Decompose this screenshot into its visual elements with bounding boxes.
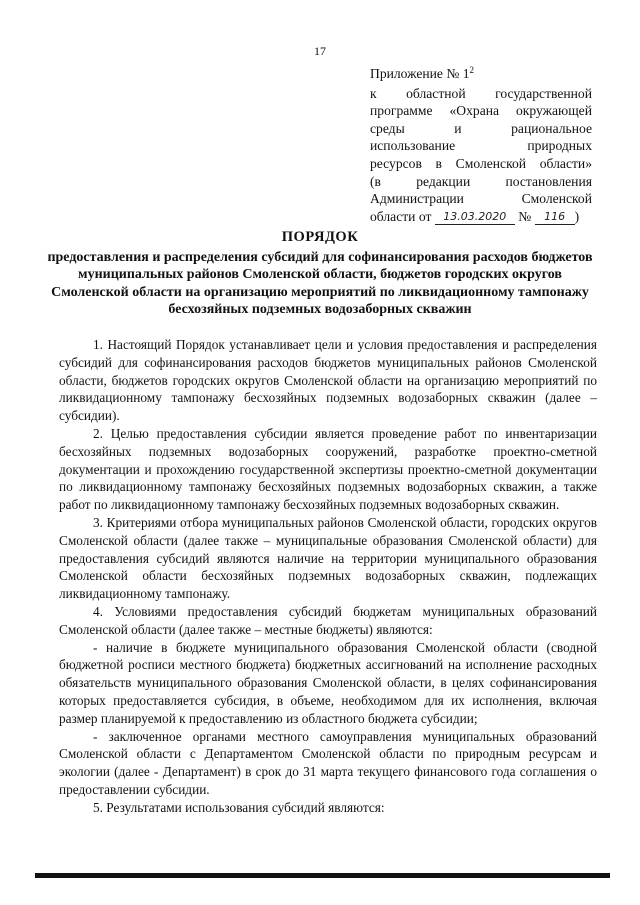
- appendix-line: использование природных: [370, 138, 592, 154]
- paragraph: 4. Условиями предоставления субсидий бюджетам муниципальных образований Смоленской области (далее также – местные бюджеты) являются:: [59, 603, 597, 637]
- appendix-line: к областной государственной: [370, 85, 592, 101]
- appendix-title-text: Приложение № 1: [370, 66, 470, 81]
- decree-line: [370, 208, 592, 226]
- document-header: [40, 229, 600, 319]
- paragraph: 2. Целью предоставления субсидии является проведение работ по инвентаризации бесхозяйных подземных водозаборных сооружений, разработке проектно-сметной документации и прохождению государственной экспертизы проектно-сметной документации по ликвидационному тампонажу бесхозяйных подземных водозаборных скважин, а также работ по ликвидационному тампонажу бесхозяйных подземных водозаборных скважин.: [59, 425, 597, 513]
- appendix-line: ресурсов в Смоленской области»: [370, 155, 592, 171]
- appendix-line: среды и рациональное: [370, 120, 592, 136]
- document-body: [59, 336, 597, 817]
- appendix-title-superscript: 2: [469, 65, 475, 75]
- handwritten-decree-number: 116: [535, 210, 575, 225]
- paragraph: 5. Результатами использования субсидий являются:: [93, 799, 385, 815]
- appendix-line: (в редакции постановления: [370, 173, 592, 189]
- appendix-block: [370, 62, 592, 225]
- appendix-line: программе «Охрана окружающей: [370, 103, 592, 119]
- bottom-scan-line: [35, 873, 610, 878]
- page-number: 17: [314, 44, 326, 58]
- handwritten-decree-date: 13.03.2020: [435, 210, 515, 225]
- paragraph: - заключенное органами местного самоуправления муниципальных образований Смоленской области с Департаментом Смоленской области по природным ресурсам и экологии (далее - Департамент) в срок до 31 марта текущего финансового года соглашения о предоставлении субсидии.: [59, 728, 597, 797]
- appendix-title: [370, 62, 592, 83]
- decree-suffix: ): [574, 208, 580, 224]
- paragraph: 1. Настоящий Порядок устанавливает цели и условия предоставления и распределения субсидий для софинансирования расходов бюджетов муниципальных районов Смоленской области, бюджетов городских округов Смоленской области на организацию мероприятий по ликвидационному тампонажу бесхозяйных подземных водозаборных скважин (далее – субсидии).: [59, 337, 597, 424]
- appendix-line: Администрации Смоленской: [370, 191, 592, 207]
- document-title: ПОРЯДОК: [281, 229, 359, 245]
- document-subtitle: предоставления и распределения субсидий для софинансирования расходов бюджетов муниципальных районов Смоленской области, бюджетов городских округов Смоленской области на организацию мероприятий по ликвидационному тампонажу бесхозяйных подземных водозаборных скважин: [47, 249, 593, 317]
- paragraph: - наличие в бюджете муниципального образования Смоленской области (сводной бюджетной росписи местного бюджета) бюджетных ассигнований на исполнение расходных обязательств муниципального образования Смоленской области, в целях софинансирования которых предоставляется субсидия, в объеме, необходимом для их исполнения, включая размер планируемой к предоставлению из областного бюджета субсидии;: [59, 639, 597, 726]
- decree-number-label: №: [514, 208, 535, 224]
- decree-prefix: области от: [370, 208, 435, 224]
- paragraph: 3. Критериями отбора муниципальных районов Смоленской области, городских округов Смоленской области (далее также – муниципальные образования Смоленской области) для предоставления субсидий являются наличие на территории муниципального образования Смоленской области бесхозяйных подземных водозаборных скважин, подлежащих ликвидационному тампонажу.: [59, 514, 597, 602]
